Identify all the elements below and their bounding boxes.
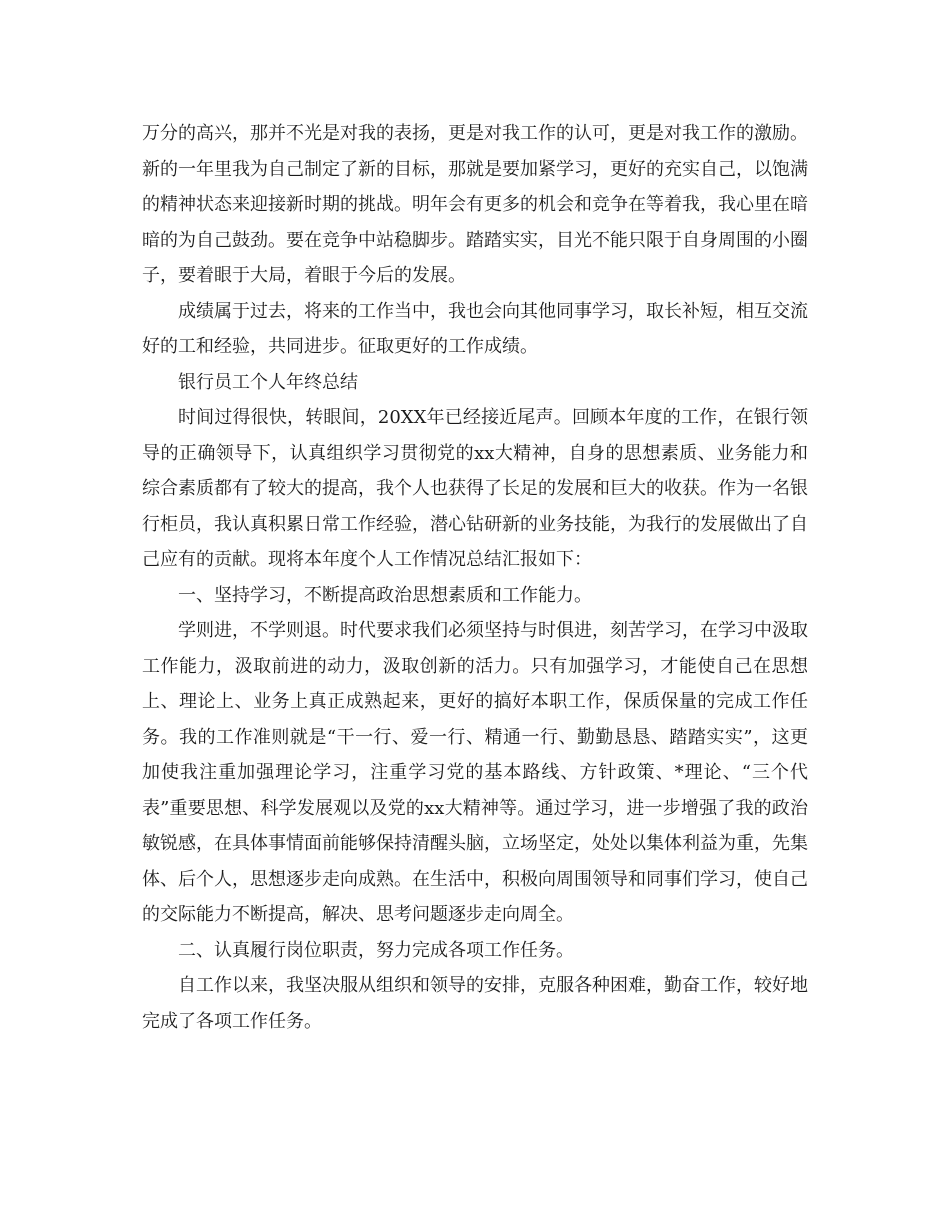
section-heading-summary: 银行员工个人年终总结 <box>178 371 358 393</box>
paragraph-duties: 自工作以来，我坚决服从组织和领导的安排，克服各种困难，勤奋工作，较好地完成了各项工作任务。 <box>142 975 808 1032</box>
paragraph-study: 学则进，不学则退。时代要求我们必须坚持与时俱进，刻苦学习，在学习中汲取工作能力，汲取前进的动力，汲取创新的活力。只有加强学习，才能使自己在思想上、理论上、业务上真正成熟起来，更好的搞好本职工作，保质保量的完成工作任务。我的工作准则就是“干一行、爱一行、精通一行、勤勤恳恳、踏踏实实”，这更加使我注重加强理论学习，注重学习党的基本路线、方针政策、*理论、“三个代表”重要思想、科学发展观以及党的xx大精神等。通过学习，进一步增强了我的政治敏锐感，在具体事情面前能够保持清醒头脑，立场坚定，处处以集体利益为重，先集体、后个人，思想逐步走向成熟。在生活中，积极向周围领导和同事们学习，使自己的交际能力不断提高，解决、思考问题逐步走向周全。 <box>142 620 808 925</box>
document-body <box>142 116 808 1039</box>
paragraph-continuation: 万分的高兴，那并不光是对我的表扬，更是对我工作的认可，更是对我工作的激励。新的一年里我为自己制定了新的目标，那就是要加紧学习，更好的充实自己，以饱满的精神状态来迎接新时期的挑战。明年会有更多的机会和竞争在等着我，我心里在暗暗的为自己鼓劲。要在竞争中站稳脚步。踏踏实实，目光不能只限于自身周围的小圈子，要着眼于大局，着眼于今后的发展。 <box>142 123 808 286</box>
section-heading-duties: 二、认真履行岗位职责，努力完成各项工作任务。 <box>178 939 574 961</box>
paragraph-intro: 时间过得很快，转眼间，20XX年已经接近尾声。回顾本年度的工作，在银行领导的正确领导下，认真组织学习贯彻党的xx大精神，自身的思想素质、业务能力和综合素质都有了较大的提高，我个人也获得了长足的发展和巨大的收获。作为一名银行柜员，我认真积累日常工作经验，潜心钻研新的业务技能，为我行的发展做出了自己应有的贡献。现将本年度个人工作情况总结汇报如下： <box>142 407 808 570</box>
section-heading-study: 一、坚持学习，不断提高政治思想素质和工作能力。 <box>178 584 592 606</box>
paragraph-achievements: 成绩属于过去，将来的工作当中，我也会向其他同事学习，取长补短，相互交流好的工和经验，共同进步。征取更好的工作成绩。 <box>142 300 808 357</box>
